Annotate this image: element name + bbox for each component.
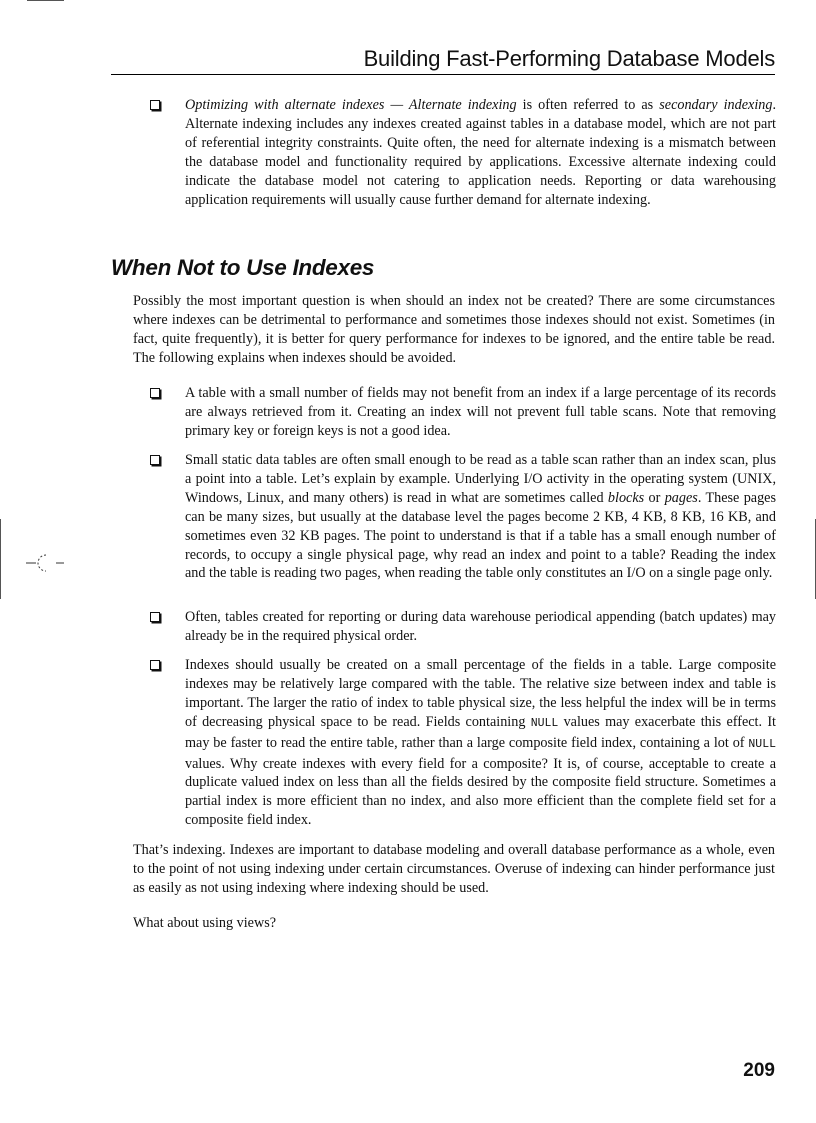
registration-mark-icon bbox=[24, 549, 68, 579]
header-title: Building Fast-Performing Database Models bbox=[363, 46, 775, 71]
checkbox-bullet-icon bbox=[150, 388, 160, 398]
checkbox-bullet-icon bbox=[150, 100, 160, 110]
term: Optimizing with alternate indexes bbox=[185, 97, 385, 113]
text: Indexes should usually be created on a small percentage of the fields in a table. Large composite indexes may be relatively large compared with the table. The relative size between index and table is important. The larger the ratio of index to table physical size, the less helpful the index will be in terms of decreasing physical space to be read. Fields containing bbox=[185, 657, 776, 730]
term: blocks bbox=[607, 489, 645, 506]
section-heading: When Not to Use Indexes bbox=[111, 255, 375, 280]
checkbox-bullet-icon bbox=[150, 660, 160, 670]
bullet-text bbox=[185, 656, 776, 830]
bullet-small-tables bbox=[150, 384, 776, 441]
bullet-reporting-tables bbox=[150, 608, 776, 646]
text: Small static data tables are often small enough to be read as a table scan rather than an index scan, plus a point into a table. Let’s explain by example. Underlying I/O activity in the operating system (UNIX, Windows, Linux, and many others) is read in what are sometimes called bbox=[185, 452, 776, 506]
text: . Alternate indexing includes any indexes created against tables in a database model, which are not part of referential integrity constraints. Quite often, the need for alternate indexing is a mismatch between the database model and functionality required by applications. Excessive alternate indexing could indicate the database model not catering to application needs. Reporting or data warehousing application requirements will usually cause further demand for alternate indexing. bbox=[185, 97, 777, 208]
bullet-composite-indexes bbox=[150, 656, 776, 830]
bullet-alternate-indexes bbox=[150, 96, 776, 209]
term: Alternate indexing bbox=[408, 97, 517, 113]
term: pages bbox=[664, 489, 698, 506]
code-null: NULL bbox=[530, 716, 559, 730]
bullet-static-data bbox=[150, 451, 776, 583]
checkbox-bullet-icon bbox=[150, 455, 160, 465]
term: secondary indexing bbox=[659, 97, 773, 113]
margin-rule-left bbox=[0, 519, 1, 599]
code-null: NULL bbox=[748, 737, 776, 751]
text: is often referred to as bbox=[516, 97, 660, 113]
dash: — bbox=[384, 97, 409, 113]
text: or bbox=[644, 489, 665, 506]
running-header bbox=[111, 42, 775, 75]
page-number: 209 bbox=[743, 1060, 775, 1081]
text: . These pages can be many sizes, but usually at the database level the pages become 2 KB, 4 KB, 8 KB, 16 KB, and sometimes even 32 KB pages. The point to understand is that if a table has a small enough number of records, to occupy a single physical page, why read an index and point to a table? Reading the index and the table is reading two pages, when reading the table only constitutes an I/O on a single page only. bbox=[185, 489, 777, 582]
bullet-text: Often, tables created for reporting or during data warehouse periodical appending (batch updates) may already be in the required physical order. bbox=[185, 609, 776, 644]
intro-paragraph: Possibly the most important question is when should an index not be created? There are some circumstances where indexes can be detrimental to performance and sometimes those indexes should not exist. Sometimes (in fact, quite frequently), it is better for query performance for indexes to be ignored, and the entire table be read. The following explains when indexes should be avoided. bbox=[133, 293, 775, 366]
bullet-text bbox=[185, 96, 776, 209]
crop-mark bbox=[27, 0, 64, 1]
text: values. Why create indexes with every field for a composite? It is, of course, acceptable to create a duplicate valued index on less than all the fields desired by the composite field structure. Sometimes a partial index is more efficient than no index, and also more efficient than the complete field set for a composite field index. bbox=[185, 755, 776, 829]
text: values may exacerbate this effect. It may be faster to read the entire table, rather than a large composite field index, containing a lot of bbox=[185, 713, 776, 751]
bullet-text: A table with a small number of fields may not benefit from an index if a large percentage of its records are always retrieved from it. Creating an index will not prevent full table scans. Note that removing primary key or foreign keys is not a good idea. bbox=[185, 385, 776, 439]
checkbox-bullet-icon bbox=[150, 612, 160, 622]
closing-paragraph: That’s indexing. Indexes are important to database modeling and overall database performance as a whole, even to the point of not using indexing under certain circumstances. Overuse of indexing can hinder performance just as easily as not using indexing where indexing should be used. bbox=[133, 842, 775, 896]
bullet-text bbox=[185, 451, 776, 583]
question-paragraph: What about using views? bbox=[133, 915, 277, 931]
